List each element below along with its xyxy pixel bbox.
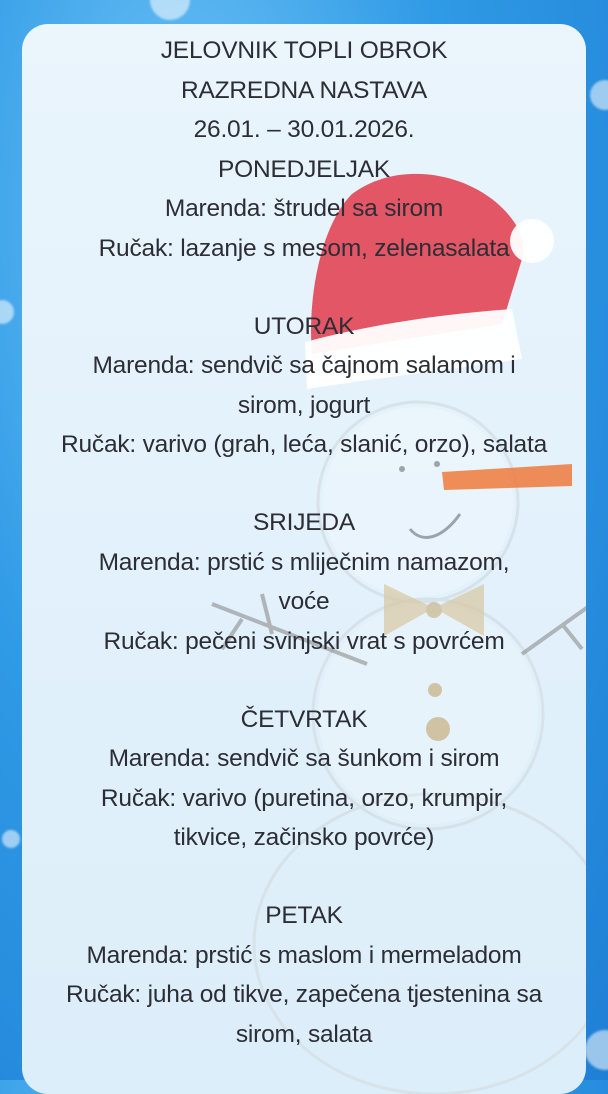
bokeh-light <box>2 830 20 848</box>
menu-dates: 26.01. – 30.01.2026. <box>193 116 415 143</box>
day-heading: PONEDJELJAK <box>217 155 391 183</box>
meal-line: Ručak: varivo (puretina, orzo, krumpir, <box>100 784 508 812</box>
meal-line: sirom, salata <box>235 1020 373 1048</box>
day-heading: ČETVRTAK <box>240 705 368 733</box>
meal-line: Marenda: prstić s mliječnim namazom, <box>98 548 510 576</box>
meal-line: Marenda: sendvič sa šunkom i sirom <box>108 745 500 772</box>
meal-line: sirom, jogurt <box>237 391 371 419</box>
meal-line: voće <box>278 588 330 615</box>
bokeh-light <box>590 80 608 110</box>
day-heading: PETAK <box>265 902 343 929</box>
menu-text <box>22 31 586 1054</box>
bokeh-light <box>585 1030 608 1070</box>
menu-title: JELOVNIK TOPLI OBROK <box>160 37 448 64</box>
meal-line: Marenda: prstić s maslom i mermeladom <box>86 941 522 969</box>
meal-line: Marenda: sendvič sa čajnom salamom i <box>92 352 516 379</box>
meal-line: tikvice, začinsko povrće) <box>173 824 435 851</box>
bokeh-light <box>150 0 190 20</box>
meal-line: Ručak: lazanje s mesom, zelenasalata <box>98 234 510 262</box>
meal-line: Ručak: pečeni svinjski vrat s povrćem <box>103 627 505 655</box>
meal-line: Ručak: varivo (grah, leća, slanić, orzo), salata <box>60 431 548 458</box>
bokeh-light <box>0 300 14 324</box>
meal-line: Ručak: juha od tikve, zapečena tjestenina sa <box>65 981 543 1008</box>
menu-subtitle: RAZREDNA NASTAVA <box>181 76 427 104</box>
menu-card <box>22 24 586 1094</box>
meal-line: Marenda: štrudel sa sirom <box>164 195 444 222</box>
day-heading: UTORAK <box>253 312 355 340</box>
day-heading: SRIJEDA <box>252 509 356 536</box>
